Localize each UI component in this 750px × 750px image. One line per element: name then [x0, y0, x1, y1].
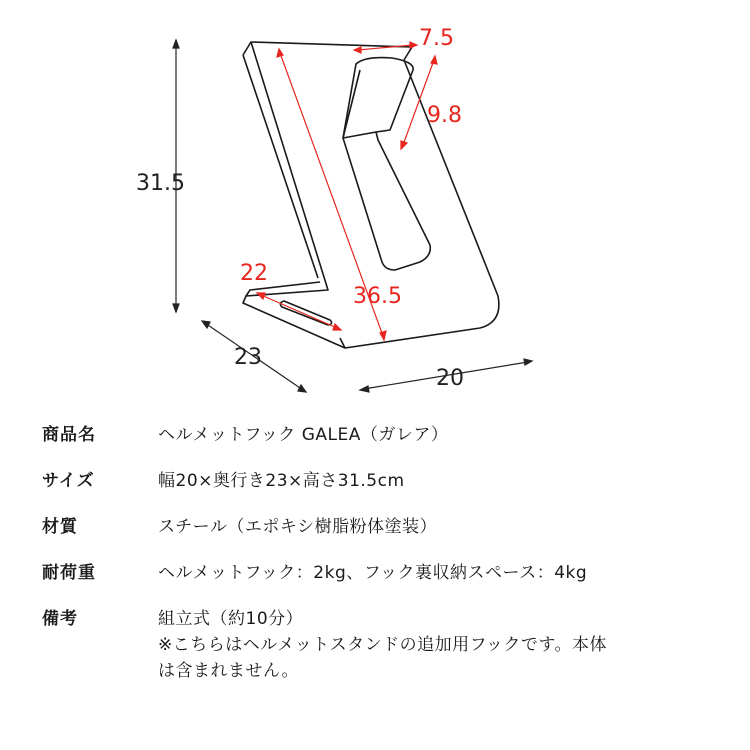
back-length-dimension-label: 36.5: [353, 284, 402, 309]
depth-dimension-label: 23: [234, 345, 262, 370]
spec-row: [42, 422, 722, 448]
spec-row: [42, 468, 722, 494]
spec-value-line: 組立式（約10分）: [158, 609, 304, 629]
spec-value-line: ヘルメットフック GALEA（ガレア）: [158, 425, 449, 445]
spec-table: [42, 422, 722, 704]
width-dimension-label: 20: [436, 366, 464, 391]
spec-value-line: は含まれません。: [158, 661, 300, 681]
spec-row: [42, 606, 722, 684]
spec-label: サイズ: [42, 471, 95, 491]
spec-label: 備考: [42, 609, 78, 629]
spec-value: [158, 514, 722, 540]
base-depth-dimension-label: 22: [240, 261, 268, 286]
spec-label: 材質: [42, 517, 78, 537]
spec-value: [158, 606, 722, 684]
spec-value-line: 幅20×奥行き23×高さ31.5cm: [158, 471, 405, 491]
hook-width-dimension-label: 7.5: [419, 26, 454, 51]
spec-value: [158, 560, 722, 586]
spec-value-line: ヘルメットフック：2kg、フック裏収納スペース：4kg: [158, 563, 588, 583]
spec-value-line: ※こちらはヘルメットスタンドの追加用フックです。本体: [158, 635, 608, 655]
red-dimension-lines: [257, 42, 437, 340]
spec-label: 耐荷重: [42, 563, 96, 583]
spec-row: [42, 514, 722, 540]
black-dimension-lines: [173, 40, 532, 392]
spec-value: [158, 422, 722, 448]
height-dimension-label: 31.5: [136, 171, 185, 196]
hook-depth-dimension-label: 9.8: [427, 103, 462, 128]
spec-value-line: スチール（エポキシ樹脂粉体塗装）: [158, 517, 438, 537]
spec-label: 商品名: [42, 425, 96, 445]
spec-value: [158, 468, 722, 494]
spec-row: [42, 560, 722, 586]
